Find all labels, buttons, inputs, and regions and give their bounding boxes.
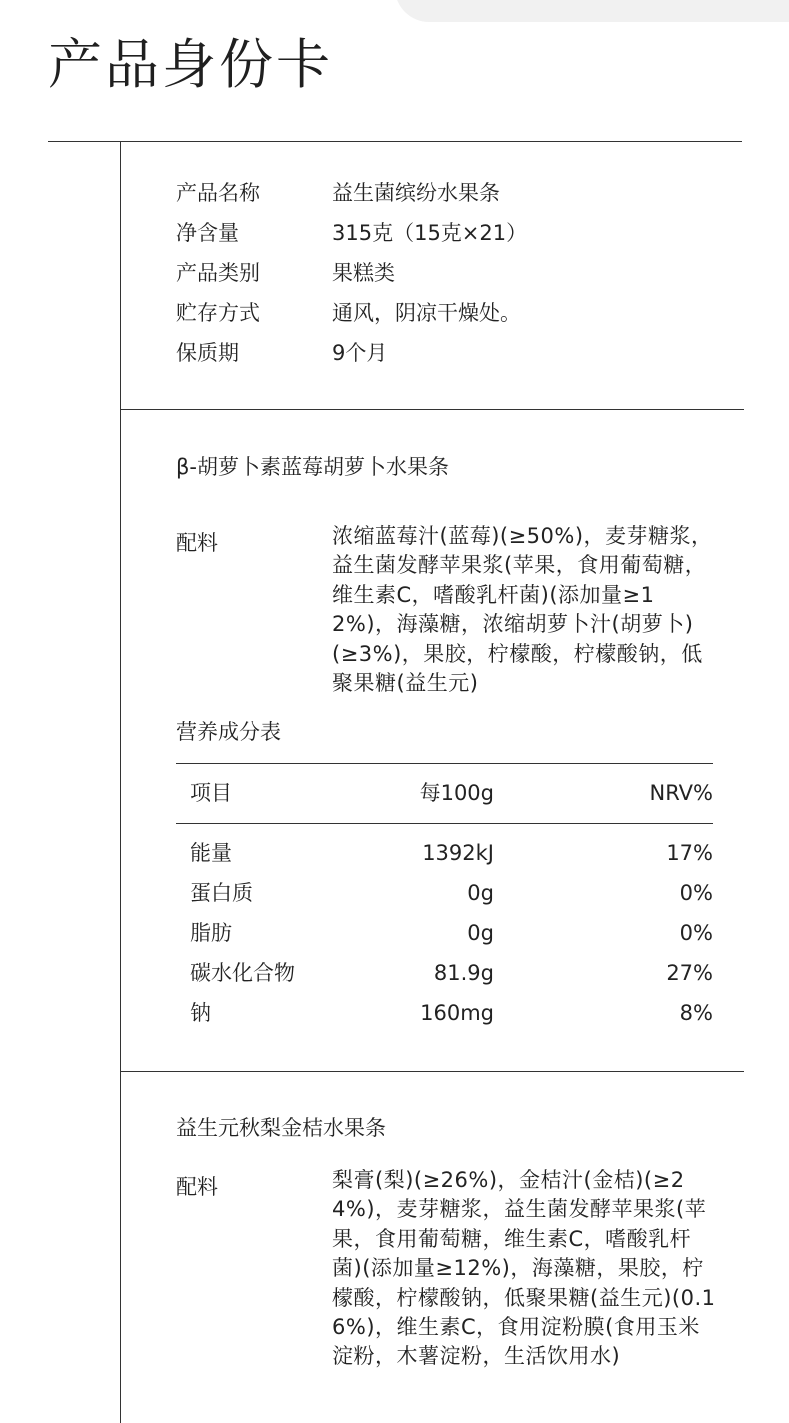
nutrition-header-row (176, 773, 713, 813)
info-value-net: 315克（15克×21） (332, 221, 528, 245)
info-value-category: 果糕类 (332, 261, 395, 285)
vertical-rule (120, 141, 121, 1423)
product-2-ingredients: 梨膏(梨)(≥26%)，金桔汁(金桔)(≥24%)，麦芽糖浆，益生菌发酵苹果浆(苹果，食用葡萄糖，维生素C，嗜酸乳杆菌)(添加量≥12%)，海藻糖，果胶，柠檬酸，柠檬酸钠，低聚果糖(益生元)(0.16%)，维生素C，食用淀粉膜(食用玉米淀粉，木薯淀粉，生活饮用水) (332, 1168, 716, 1369)
info-value-shelf-life: 9个月 (332, 341, 388, 365)
product-2-ingredients-label: 配料 (176, 1175, 218, 1199)
info-label-net: 净含量 (176, 221, 239, 245)
info-label-name: 产品名称 (176, 181, 260, 205)
page-title: 产品身份卡 (48, 33, 333, 96)
product-2-name: 益生元秋梨金桔水果条 (176, 1116, 386, 1140)
nutrient-name: 钠 (190, 1001, 211, 1025)
nutrient-nrv: 27% (666, 961, 713, 985)
nutrition-title: 营养成分表 (176, 720, 281, 744)
nutrition-row (176, 953, 713, 993)
nutrient-nrv: 0% (679, 881, 713, 905)
nutrient-name: 碳水化合物 (190, 961, 295, 985)
nutrition-rule-mid (176, 823, 713, 824)
nutrition-row (176, 833, 713, 873)
nutrient-per100g: 0g (467, 881, 494, 905)
nutrient-per100g: 160mg (420, 1001, 494, 1025)
info-label-storage: 贮存方式 (176, 301, 260, 325)
nutrient-per100g: 1392kJ (422, 841, 494, 865)
info-value-name: 益生菌缤纷水果条 (332, 181, 500, 205)
divider-section-2 (120, 1071, 744, 1072)
nutrition-rule-top (176, 763, 713, 764)
nutrient-nrv: 17% (666, 841, 713, 865)
nutrient-name: 脂肪 (190, 921, 232, 945)
product-1-ingredients: 浓缩蓝莓汁(蓝莓)(≥50%)，麦芽糖浆，益生菌发酵苹果浆(苹果，食用葡萄糖，维生素C，嗜酸乳杆菌)(添加量≥12%)，海藻糖，浓缩胡萝卜汁(胡萝卜)(≥3%)，果胶，柠檬酸，柠檬酸钠，低聚果糖(益生元) (332, 524, 713, 696)
nutrient-per100g: 0g (467, 921, 494, 945)
nutrition-header-per100g: 每100g (419, 781, 494, 805)
info-label-shelf-life: 保质期 (176, 341, 239, 365)
top-tab-shape (395, 0, 789, 22)
info-label-category: 产品类别 (176, 261, 260, 285)
nutrient-name: 蛋白质 (190, 881, 253, 905)
nutrient-per100g: 81.9g (433, 961, 494, 985)
nutrient-nrv: 8% (679, 1001, 713, 1025)
nutrient-name: 能量 (190, 841, 232, 865)
nutrition-header-item: 项目 (190, 781, 232, 805)
nutrient-nrv: 0% (679, 921, 713, 945)
nutrition-row (176, 993, 713, 1033)
nutrition-header-nrv: NRV% (649, 781, 713, 805)
divider-section-1 (120, 409, 744, 410)
product-1-name: β-胡萝卜素蓝莓胡萝卜水果条 (176, 455, 449, 479)
nutrition-row (176, 873, 713, 913)
nutrition-row (176, 913, 713, 953)
divider-top (48, 141, 742, 142)
product-1-ingredients-label: 配料 (176, 531, 218, 555)
info-value-storage: 通风，阴凉干燥处。 (332, 301, 521, 325)
